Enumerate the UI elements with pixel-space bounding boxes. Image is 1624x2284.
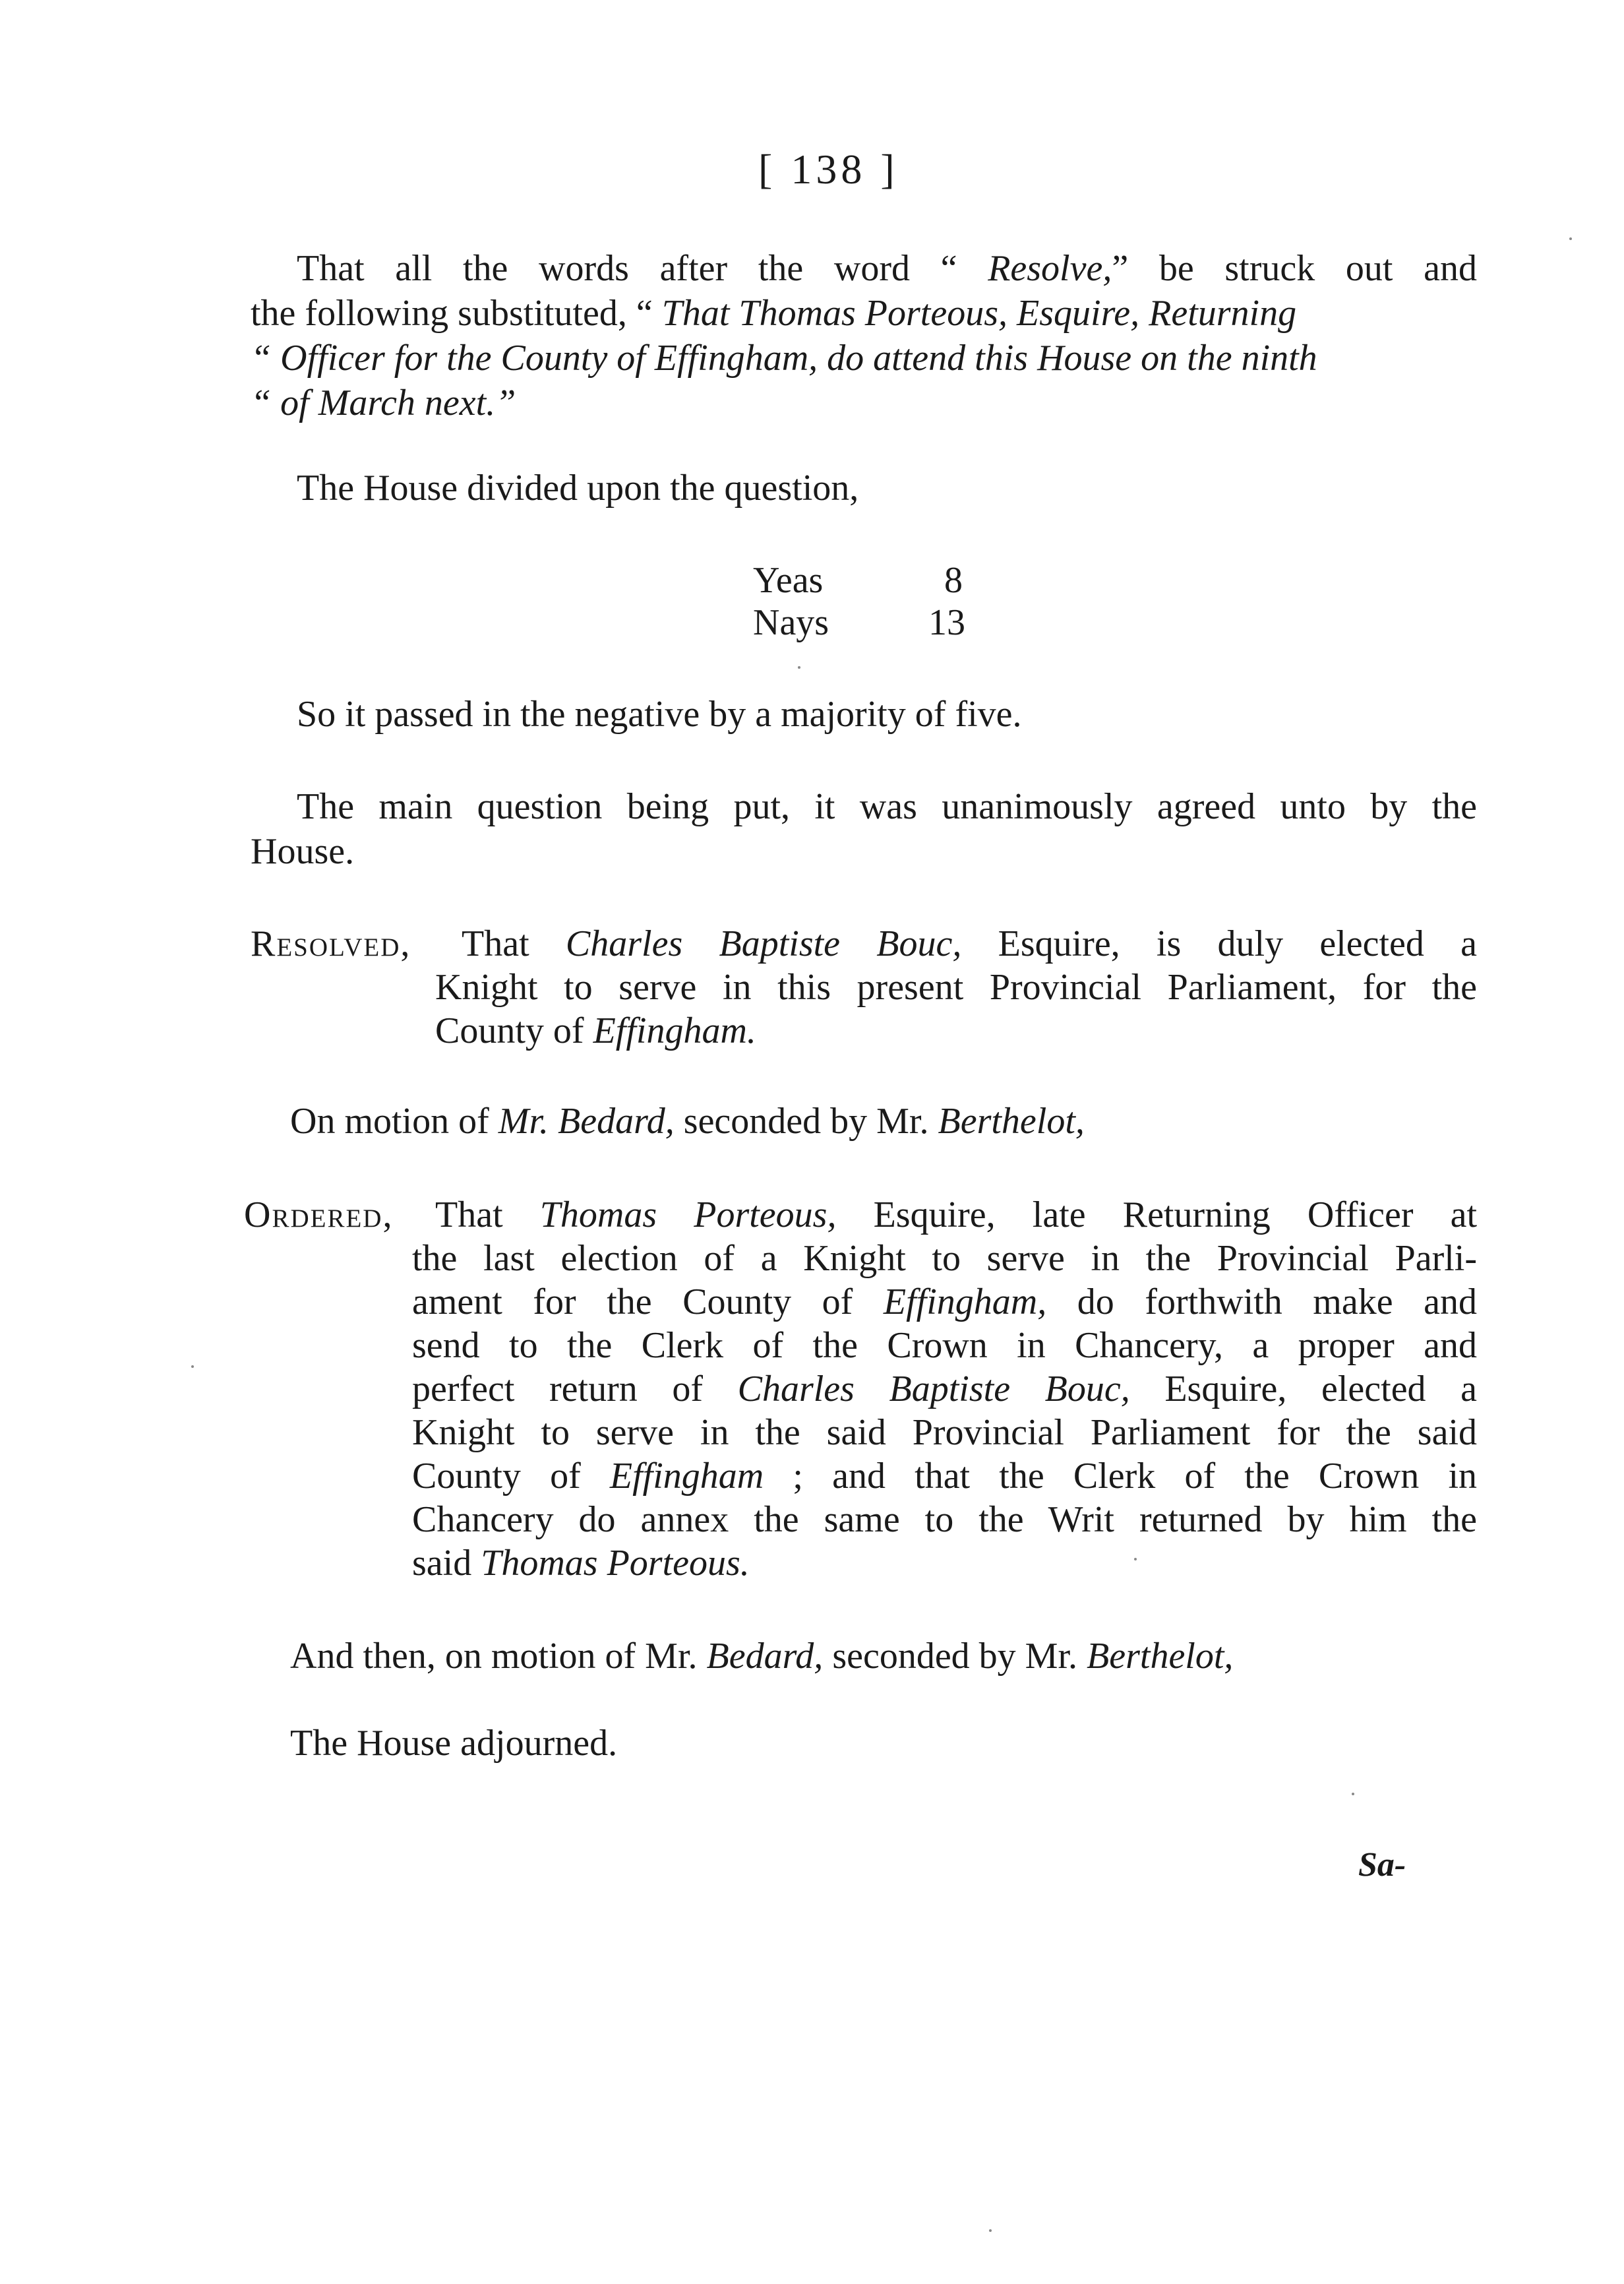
motion-2-c: seconded by Mr. [823,1636,1087,1677]
scan-speck [1569,237,1572,240]
resolved-line-3 [435,1008,756,1054]
ordered-line-6: Knight to serve in the said Provincial Parliament for the said [412,1412,1477,1453]
ordered-line-5 [412,1366,1477,1412]
amendment-line-1-b: Resolve, [988,248,1112,289]
page-number: [ 138 ] [758,146,899,193]
resolved-line-2: Knight to serve in this present Provincial Parliament, for the [435,967,1477,1008]
ordered-line-8: Chancery do annex the same to the Writ returned by him the [412,1499,1477,1540]
main-question-line-1: The main question being put, it was unanimously agreed unto by the [297,786,1477,827]
resolved-label: Resolved, [251,923,411,964]
motion-1 [290,1098,1085,1144]
ordered-line-3-c: do forthwith make and [1046,1281,1477,1322]
ordered-line-3-b: Effingham, [883,1281,1047,1322]
resolved-line-1-c: Esquire, is duly elected a [961,923,1478,964]
motion-1-d: Berthelot, [938,1101,1085,1142]
motion-1-c: seconded by Mr. [674,1101,938,1142]
ordered-line-9-b: Thomas Porteous. [481,1543,750,1584]
ordered-line-4: send to the Clerk of the Crown in Chancery, a proper and [412,1325,1477,1366]
scan-speck [798,666,800,669]
scan-speck [1352,1793,1354,1795]
ordered-line-1-c: Esquire, late Returning Officer at [836,1194,1478,1235]
resolved-line-1-a: That [462,923,566,964]
motion-2-a: And then, on motion of Mr. [290,1636,707,1677]
ordered-line-7-c: ; and that the Clerk of the Crown in [764,1456,1478,1497]
ordered-line-1-b: Thomas Porteous, [539,1194,837,1235]
amendment-line-1 [297,245,1477,292]
resolved-line-1-b: Charles Baptiste Bouc, [565,923,962,964]
scan-speck [989,2229,992,2232]
resolved-line-3-a: County of [435,1010,593,1051]
nays-count: 13 [928,602,965,643]
yeas-count: 8 [944,560,963,601]
ordered-line-5-a: perfect return of [412,1369,738,1409]
ordered-line-3 [412,1279,1477,1325]
nays-label: Nays [753,602,829,643]
ordered-line-7-a: County of [412,1456,610,1497]
scan-speck [1134,1558,1137,1560]
motion-1-a: On motion of [290,1101,498,1142]
ordered-line-5-c: Esquire, elected a [1129,1369,1478,1409]
ordered-line-1 [435,1192,1477,1238]
motion-1-b: Mr. Bedard, [498,1101,675,1142]
amendment-line-1-a: That all the words after the word “ [297,248,988,289]
division-intro: The House divided upon the question, [297,468,859,509]
ordered-line-7-b: Effingham [609,1456,764,1497]
ordered-line-9 [412,1540,750,1586]
ordered-label: Ordered, [244,1194,394,1235]
amendment-line-3 [251,335,1477,381]
catchword: Sa- [1358,1846,1406,1884]
adjourned: The House adjourned. [290,1723,618,1764]
amendment-line-2 [251,290,1477,336]
negative-result: So it passed in the negative by a majority of five. [297,694,1022,735]
amendment-line-1-c: ” be struck out and [1112,248,1477,289]
amendment-line-3-b: “ Officer for the County of Effingham, do attend this House on the ninth [251,338,1317,379]
amendment-line-4-b: “ of March next.” [251,383,516,423]
motion-2-d: Berthelot, [1087,1636,1234,1677]
ordered-line-2: the last election of a Knight to serve in the Provincial Parli- [412,1238,1477,1279]
ordered-line-1-a: That [435,1194,540,1235]
motion-2 [290,1633,1233,1679]
resolved-line-1 [462,921,1477,967]
motion-2-b: Bedard, [706,1636,824,1677]
ordered-line-7 [412,1453,1477,1499]
scan-speck [191,1365,194,1368]
resolved-line-3-b: Effingham. [593,1010,756,1051]
ordered-line-5-b: Charles Baptiste Bouc, [737,1369,1130,1409]
amendment-line-2-a: the following substituted, “ [251,293,662,334]
ordered-line-9-a: said [412,1543,481,1584]
ordered-line-3-a: ament for the County of [412,1281,884,1322]
amendment-line-4 [251,380,516,426]
main-question-line-2: House. [251,831,355,872]
amendment-line-2-b: That Thomas Porteous, Esquire, Returning [661,293,1297,334]
yeas-label: Yeas [753,560,824,601]
